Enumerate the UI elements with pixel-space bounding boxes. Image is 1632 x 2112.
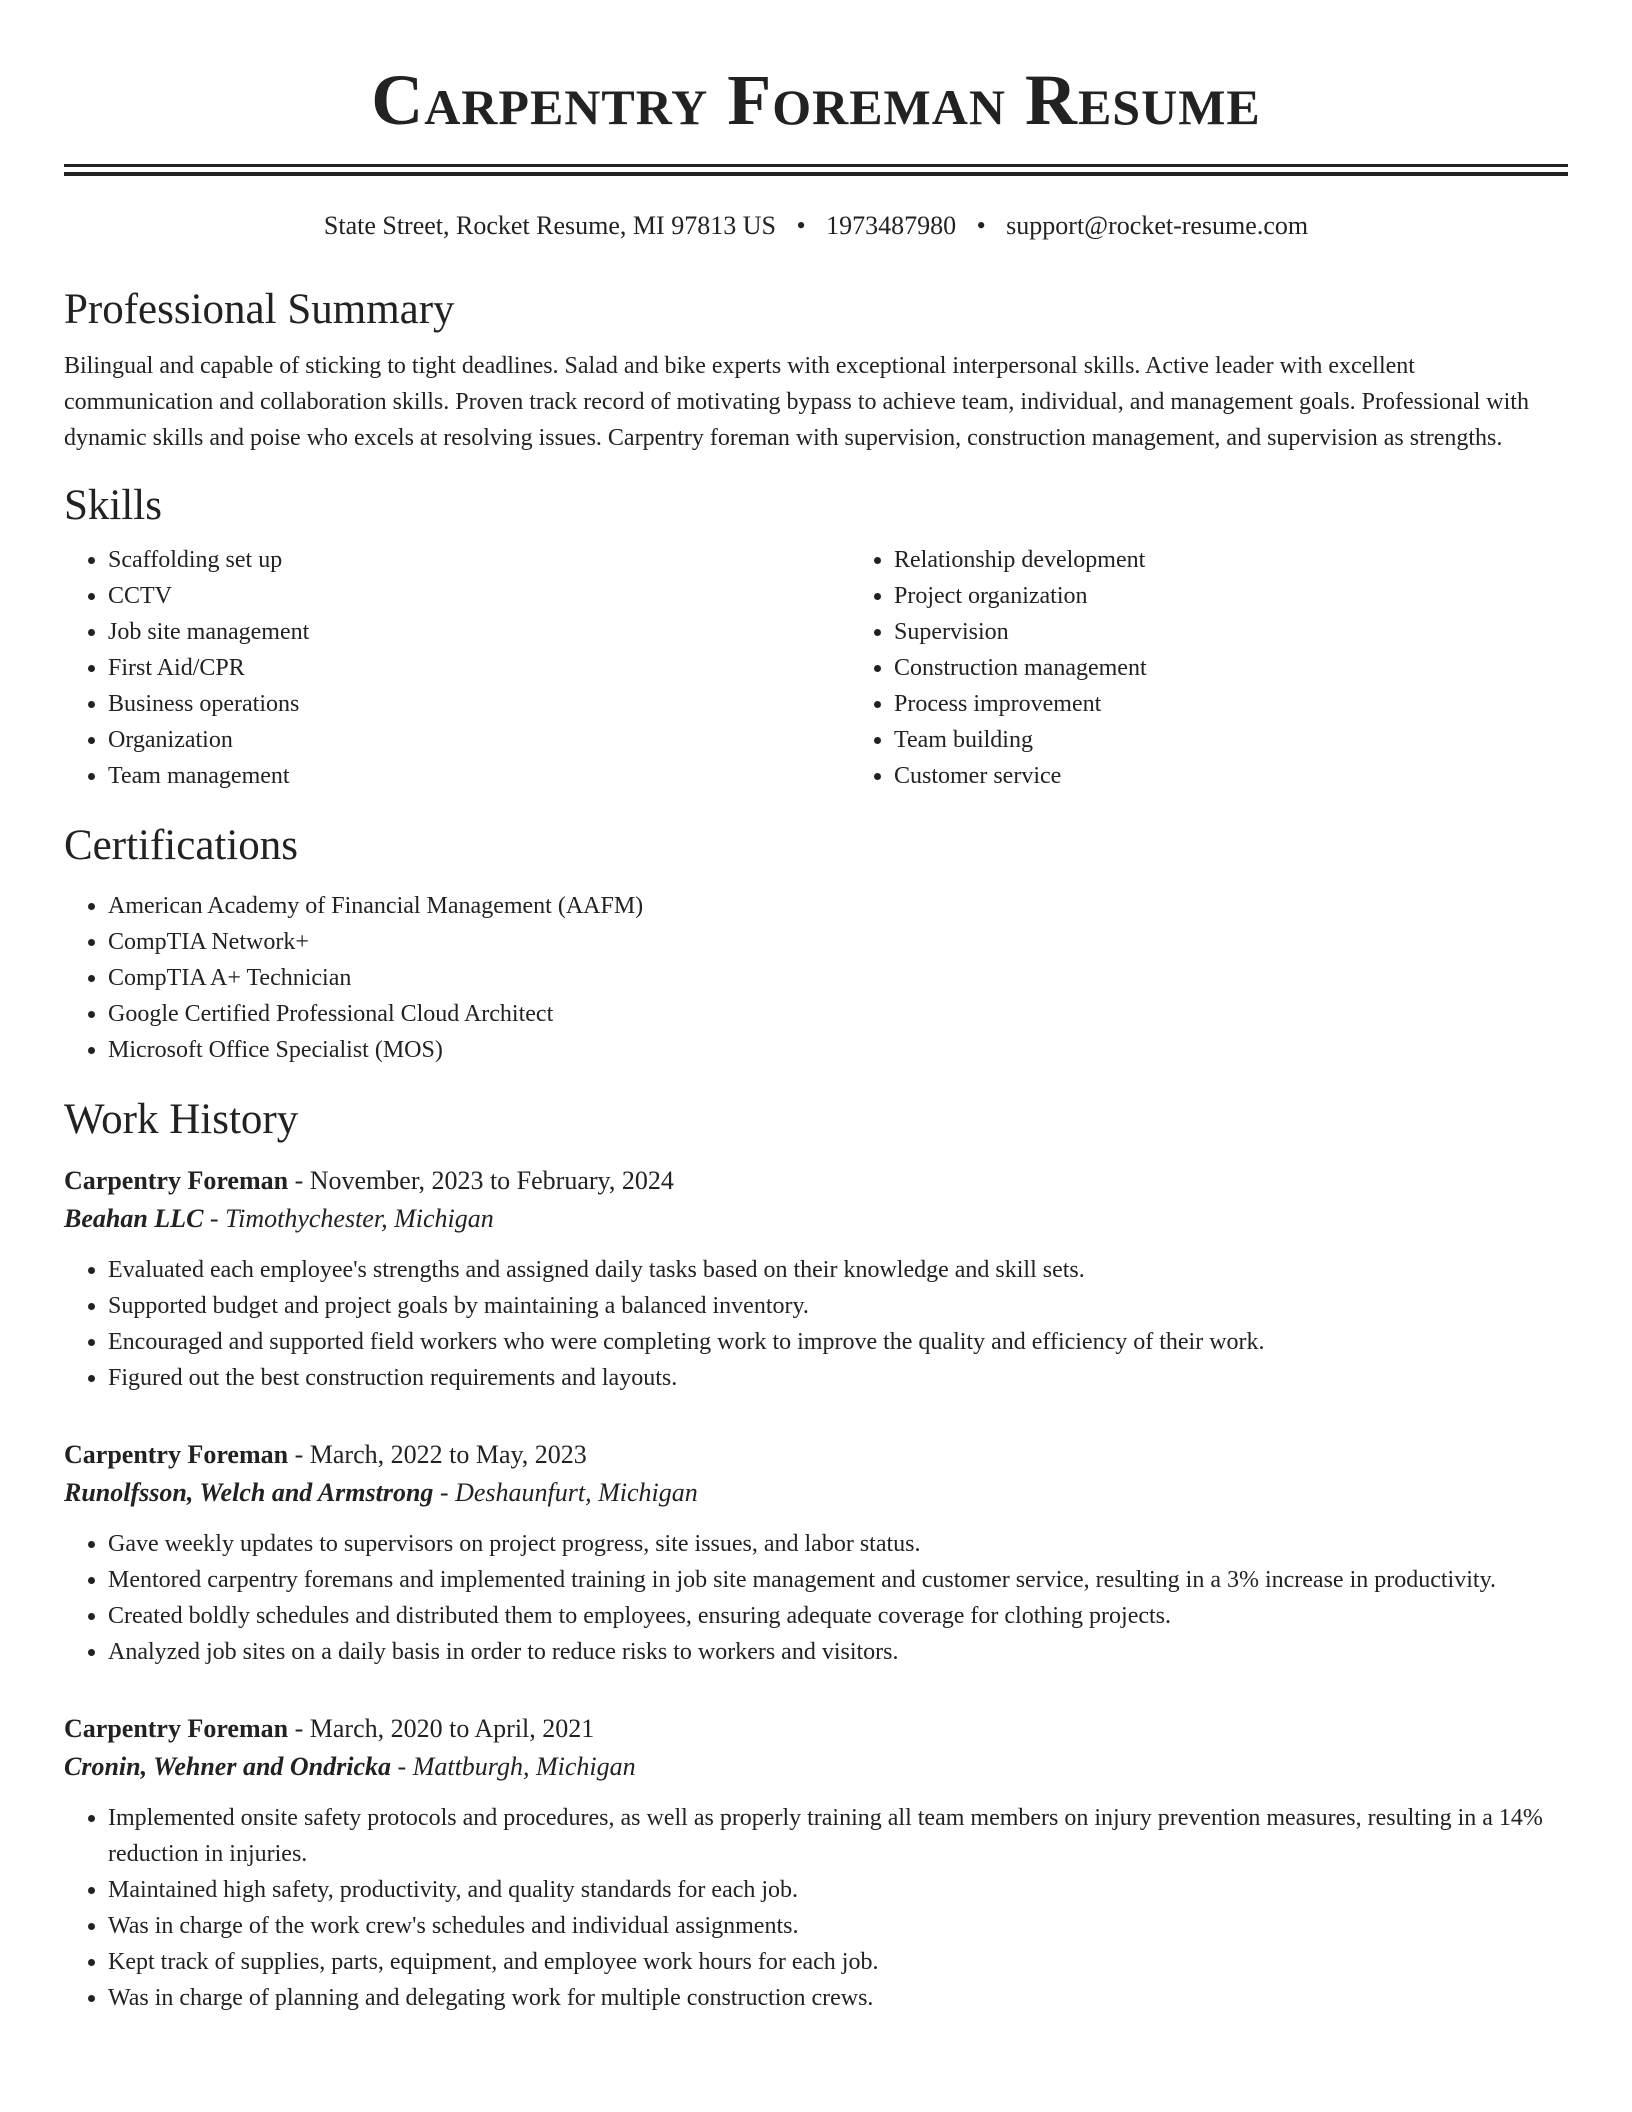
job-entry <box>64 1436 1568 1670</box>
job-entry <box>64 1710 1568 2016</box>
skill-item: • Team building <box>894 722 1632 758</box>
skill-item: • Team management <box>108 758 850 794</box>
skill-item: • Supervision <box>894 614 1632 650</box>
skill-item: • Project organization <box>894 578 1632 614</box>
job-location: - Timothychester, Michigan <box>203 1204 494 1233</box>
job-company: Cronin, Wehner and Ondricka <box>64 1752 392 1781</box>
job-duty: • Maintained high safety, productivity, and quality standards for each job. <box>108 1872 1568 1908</box>
skill-item: • Organization <box>108 722 850 758</box>
resume-title: Carpentry Foreman Resume <box>371 60 1261 140</box>
job-location: - Deshaunfurt, Michigan <box>433 1478 698 1507</box>
skill-item: • Process improvement <box>894 686 1632 722</box>
skills-heading: Skills <box>64 482 162 529</box>
certifications-list <box>64 888 1568 1068</box>
contact-line <box>64 208 1568 244</box>
job-duty: • Implemented onsite safety protocols and procedures, as well as properly training all team members on injury prevention measures, resulting in a 14% reduction in injuries. <box>108 1800 1568 1872</box>
certification-item: • Google Certified Professional Cloud Architect <box>108 996 1568 1032</box>
job-title: Carpentry Foreman <box>64 1440 289 1469</box>
skill-item: • Business operations <box>108 686 850 722</box>
skill-item: • Relationship development <box>894 542 1632 578</box>
summary-heading: Professional Summary <box>64 286 455 333</box>
job-duty: • Created boldly schedules and distributed them to employees, ensuring adequate coverage for clothing projects. <box>108 1598 1568 1634</box>
certification-item: • CompTIA Network+ <box>108 924 1568 960</box>
skill-item: • Job site management <box>108 614 850 650</box>
skills-list-right <box>850 542 1632 794</box>
job-dates: - March, 2020 to April, 2021 <box>288 1714 595 1743</box>
job-location: - Mattburgh, Michigan <box>391 1752 636 1781</box>
job-title-line <box>64 1710 1568 1748</box>
skill-item: • CCTV <box>108 578 850 614</box>
resume-page <box>64 0 1568 2016</box>
job-duty: • Kept track of supplies, parts, equipment, and employee work hours for each job. <box>108 1944 1568 1980</box>
contact-separator: • <box>796 211 806 240</box>
job-duty: • Gave weekly updates to supervisors on project progress, site issues, and labor status. <box>108 1526 1568 1562</box>
job-duties-list <box>64 1252 1568 1396</box>
job-duty: • Supported budget and project goals by maintaining a balanced inventory. <box>108 1288 1568 1324</box>
job-company: Runolfsson, Welch and Armstrong <box>64 1478 434 1507</box>
job-duties-list <box>64 1526 1568 1670</box>
skill-item: • Customer service <box>894 758 1632 794</box>
job-title: Carpentry Foreman <box>64 1166 289 1195</box>
job-duty: • Figured out the best construction requirements and layouts. <box>108 1360 1568 1396</box>
job-company: Beahan LLC <box>64 1204 204 1233</box>
job-dates: - November, 2023 to February, 2024 <box>288 1166 674 1195</box>
certification-item: • Microsoft Office Specialist (MOS) <box>108 1032 1568 1068</box>
contact-separator: • <box>976 211 986 240</box>
job-dates: - March, 2022 to May, 2023 <box>288 1440 587 1469</box>
job-entry <box>64 1162 1568 1396</box>
work-history-heading: Work History <box>64 1096 299 1143</box>
contact-phone: 1973487980 <box>826 211 957 240</box>
job-title-line <box>64 1436 1568 1474</box>
skill-item: • Construction management <box>894 650 1632 686</box>
skills-list-left <box>64 542 850 794</box>
skills-columns <box>64 542 1568 794</box>
title-divider-bottom <box>64 172 1568 176</box>
job-company-line <box>64 1748 1568 1786</box>
job-duty: • Was in charge of the work crew's schedules and individual assignments. <box>108 1908 1568 1944</box>
job-duty: • Evaluated each employee's strengths and assigned daily tasks based on their knowledge and skill sets. <box>108 1252 1568 1288</box>
job-duty: • Encouraged and supported field workers who were completing work to improve the quality and efficiency of their work. <box>108 1324 1568 1360</box>
summary-text: Bilingual and capable of sticking to tight deadlines. Salad and bike experts with exceptional interpersonal skills. Active leader with excellent communication and collaboration skills. Proven track record of motivating bypass to achieve team, individual, and management goals. Professional with dynamic skills and poise who excels at resolving issues. Carpentry foreman with supervision, construction management, and supervision as strengths. <box>64 353 1529 451</box>
job-title-line <box>64 1162 1568 1200</box>
job-title: Carpentry Foreman <box>64 1714 289 1743</box>
skill-item: • Scaffolding set up <box>108 542 850 578</box>
skill-item: • First Aid/CPR <box>108 650 850 686</box>
job-company-line <box>64 1474 1568 1512</box>
contact-address: State Street, Rocket Resume, MI 97813 US <box>323 211 776 240</box>
job-company-line <box>64 1200 1568 1238</box>
job-duty: • Mentored carpentry foremans and implemented training in job site management and customer service, resulting in a 3% increase in productivity. <box>108 1562 1568 1598</box>
job-duty: • Analyzed job sites on a daily basis in order to reduce risks to workers and visitors. <box>108 1634 1568 1670</box>
job-duty: • Was in charge of planning and delegating work for multiple construction crews. <box>108 1980 1568 2016</box>
certification-item: • CompTIA A+ Technician <box>108 960 1568 996</box>
certification-item: • American Academy of Financial Management (AAFM) <box>108 888 1568 924</box>
certifications-heading: Certifications <box>64 822 299 869</box>
title-divider-top <box>64 164 1568 167</box>
job-duties-list <box>64 1800 1568 2016</box>
contact-email: support@rocket-resume.com <box>1006 211 1309 240</box>
